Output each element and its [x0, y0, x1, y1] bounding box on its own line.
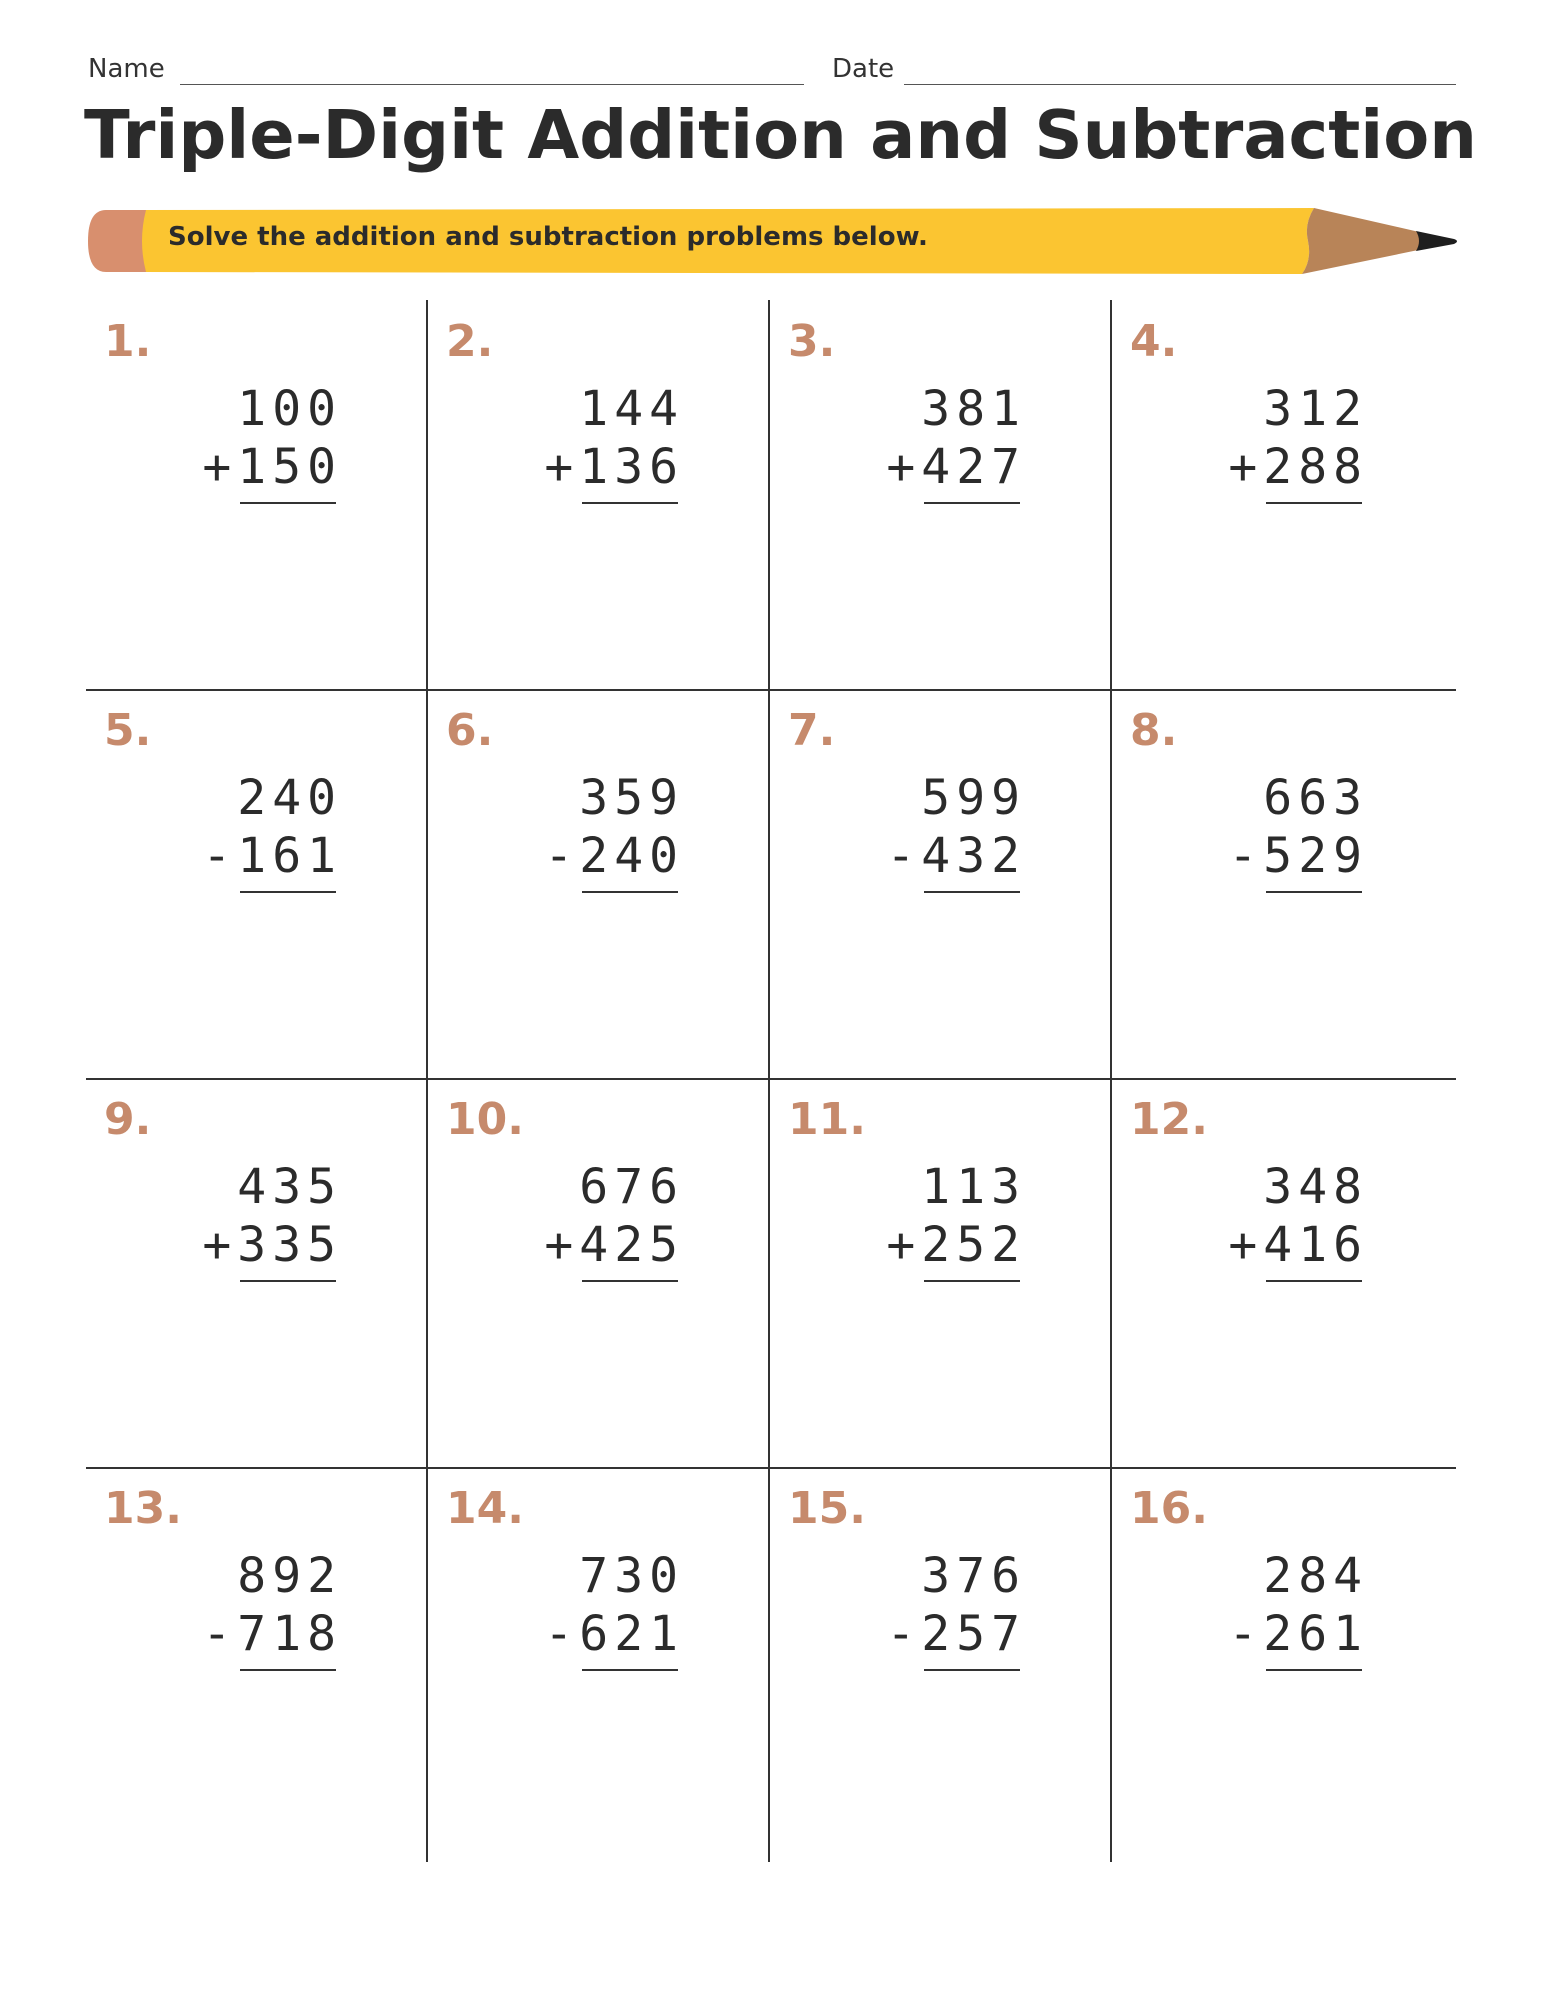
answer-line: [240, 891, 336, 893]
answer-line: [1266, 1280, 1362, 1282]
problem-top-operand: 676: [579, 1159, 684, 1215]
problem-cell[interactable]: [1112, 300, 1454, 688]
problem-top-operand: 100: [237, 381, 342, 437]
answer-line: [1266, 502, 1362, 504]
answer-line: [582, 1280, 678, 1282]
problem-expression: [1208, 380, 1368, 504]
answer-line: [1266, 891, 1362, 893]
problem-number: 6.: [446, 705, 494, 756]
problem-expression: [524, 1158, 684, 1282]
problem-top-operand: 284: [1263, 1548, 1368, 1604]
problem-cell[interactable]: [1112, 689, 1454, 1077]
problem-top-operand: 348: [1263, 1159, 1368, 1215]
page-title: Triple-Digit Addition and Subtraction: [84, 96, 1477, 174]
answer-line: [924, 1280, 1020, 1282]
problem-expression: [866, 1547, 1026, 1671]
problem-number: 13.: [104, 1483, 182, 1534]
date-field[interactable]: [904, 84, 1456, 85]
answer-line: [582, 1669, 678, 1671]
problem-number: 15.: [788, 1483, 866, 1534]
problem-number: 16.: [1130, 1483, 1208, 1534]
problem-number: 10.: [446, 1094, 524, 1145]
problem-number: 8.: [1130, 705, 1178, 756]
problem-top-operand: 113: [921, 1159, 1026, 1215]
problem-expression: [1208, 1158, 1368, 1282]
problem-top-operand: 312: [1263, 381, 1368, 437]
problem-bottom-operand: -240: [544, 828, 684, 884]
problem-top-operand: 435: [237, 1159, 342, 1215]
instructions-text: Solve the addition and subtraction problems below.: [168, 222, 928, 252]
problem-bottom-operand: -161: [202, 828, 342, 884]
problem-bottom-operand: +425: [544, 1217, 684, 1273]
name-label: Name: [88, 54, 165, 84]
problem-bottom-operand: +427: [886, 439, 1026, 495]
problem-top-operand: 892: [237, 1548, 342, 1604]
problem-cell[interactable]: [86, 300, 428, 688]
problem-expression: [524, 769, 684, 893]
problem-expression: [524, 1547, 684, 1671]
problem-expression: [182, 1547, 342, 1671]
problem-expression: [182, 1158, 342, 1282]
problem-grid: [86, 300, 1456, 1862]
problem-cell[interactable]: [428, 689, 770, 1077]
problem-expression: [182, 769, 342, 893]
answer-line: [240, 1280, 336, 1282]
problem-bottom-operand: +136: [544, 439, 684, 495]
problem-top-operand: 376: [921, 1548, 1026, 1604]
problem-cell[interactable]: [1112, 1078, 1454, 1466]
answer-line: [240, 1669, 336, 1671]
problem-number: 14.: [446, 1483, 524, 1534]
problem-expression: [866, 380, 1026, 504]
problem-bottom-operand: +150: [202, 439, 342, 495]
problem-expression: [866, 1158, 1026, 1282]
problem-cell[interactable]: [1112, 1467, 1454, 1855]
problem-top-operand: 730: [579, 1548, 684, 1604]
answer-line: [924, 891, 1020, 893]
problem-bottom-operand: +288: [1228, 439, 1368, 495]
answer-line: [924, 1669, 1020, 1671]
problem-number: 7.: [788, 705, 836, 756]
date-label: Date: [832, 54, 895, 84]
problem-cell[interactable]: [770, 1078, 1112, 1466]
problem-bottom-operand: +335: [202, 1217, 342, 1273]
problem-bottom-operand: +416: [1228, 1217, 1368, 1273]
answer-line: [924, 502, 1020, 504]
problem-cell[interactable]: [428, 300, 770, 688]
name-date-row: [88, 52, 1456, 92]
problem-number: 5.: [104, 705, 152, 756]
problem-top-operand: 663: [1263, 770, 1368, 826]
problem-bottom-operand: +252: [886, 1217, 1026, 1273]
answer-line: [582, 502, 678, 504]
problem-cell[interactable]: [770, 300, 1112, 688]
problem-expression: [1208, 1547, 1368, 1671]
problem-number: 2.: [446, 316, 494, 367]
problem-bottom-operand: -621: [544, 1606, 684, 1662]
problem-number: 11.: [788, 1094, 866, 1145]
problem-top-operand: 240: [237, 770, 342, 826]
problem-top-operand: 599: [921, 770, 1026, 826]
answer-line: [582, 891, 678, 893]
problem-number: 3.: [788, 316, 836, 367]
problem-top-operand: 144: [579, 381, 684, 437]
problem-number: 9.: [104, 1094, 152, 1145]
name-field[interactable]: [180, 84, 804, 85]
problem-bottom-operand: -261: [1228, 1606, 1368, 1662]
problem-cell[interactable]: [770, 1467, 1112, 1855]
answer-line: [1266, 1669, 1362, 1671]
problem-cell[interactable]: [86, 689, 428, 1077]
problem-expression: [866, 769, 1026, 893]
problem-bottom-operand: -529: [1228, 828, 1368, 884]
problem-bottom-operand: -257: [886, 1606, 1026, 1662]
problem-bottom-operand: -718: [202, 1606, 342, 1662]
problem-top-operand: 359: [579, 770, 684, 826]
answer-line: [240, 502, 336, 504]
problem-top-operand: 381: [921, 381, 1026, 437]
problem-expression: [1208, 769, 1368, 893]
problem-cell[interactable]: [428, 1078, 770, 1466]
problem-number: 12.: [1130, 1094, 1208, 1145]
problem-cell[interactable]: [770, 689, 1112, 1077]
problem-cell[interactable]: [86, 1078, 428, 1466]
problem-expression: [524, 380, 684, 504]
problem-cell[interactable]: [428, 1467, 770, 1855]
problem-expression: [182, 380, 342, 504]
pencil-banner: [86, 204, 1460, 278]
problem-number: 4.: [1130, 316, 1178, 367]
problem-bottom-operand: -432: [886, 828, 1026, 884]
problem-cell[interactable]: [86, 1467, 428, 1855]
problem-number: 1.: [104, 316, 152, 367]
